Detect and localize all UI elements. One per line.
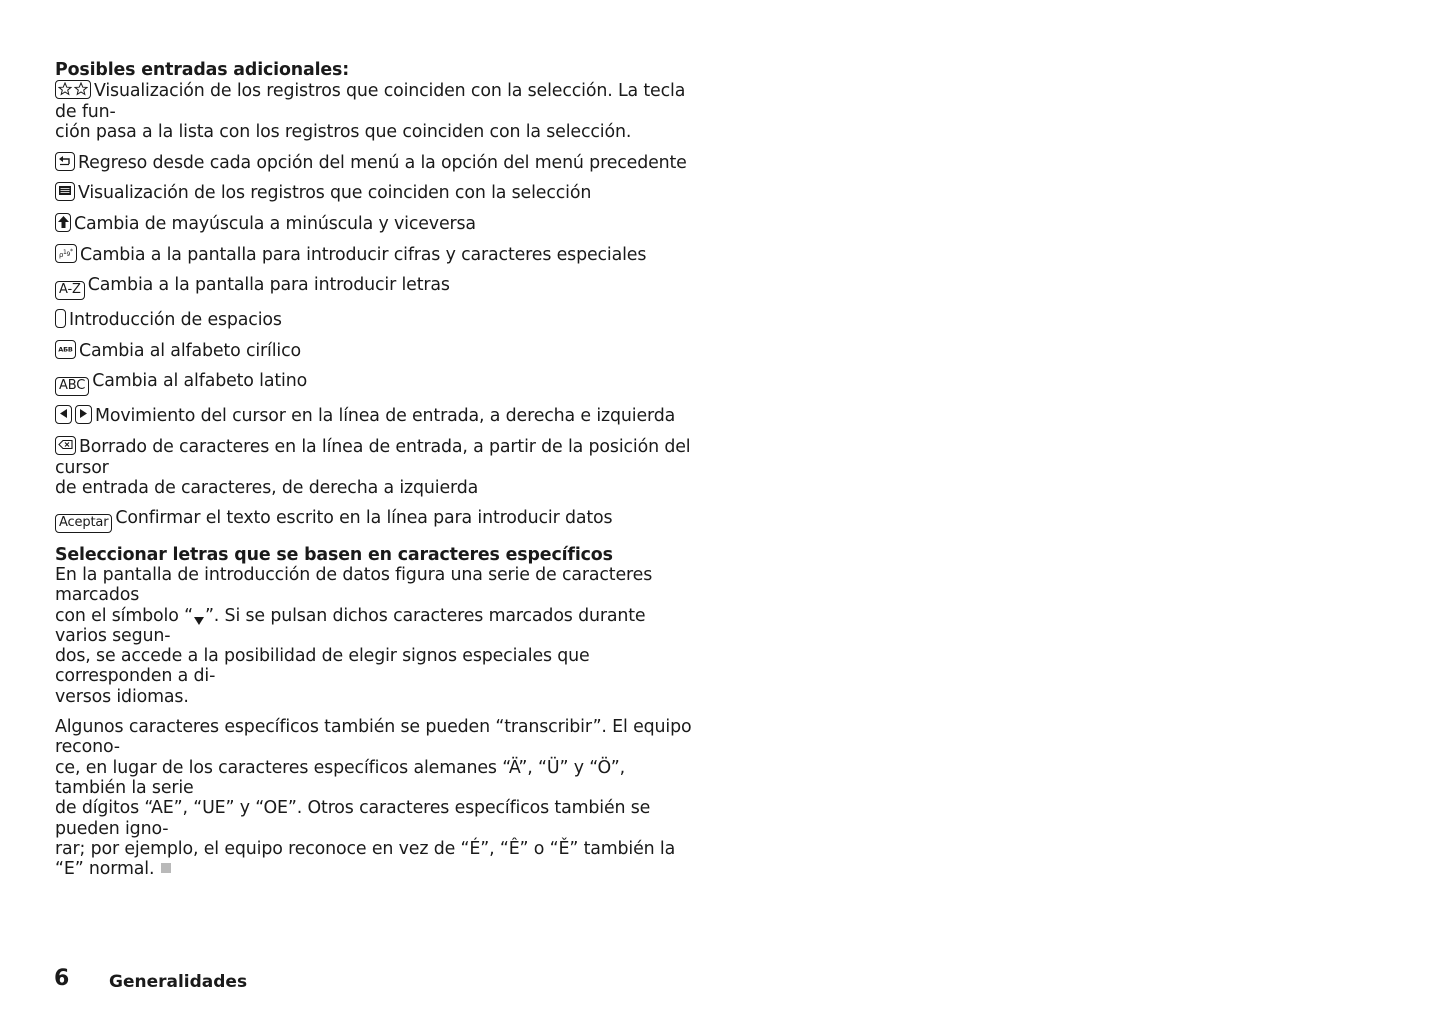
section-end-marker bbox=[161, 863, 171, 873]
triangle-marker-icon bbox=[194, 617, 204, 625]
entry-aceptar bbox=[55, 508, 695, 533]
footer-section-title: Generalidades bbox=[109, 972, 248, 992]
entry-cursor bbox=[55, 405, 695, 426]
paragraph-line: En la pantalla de introducción de datos figura una serie de caracteres marcados bbox=[55, 564, 653, 606]
svg-text:ρ: ρ bbox=[59, 251, 64, 260]
section-heading: Posibles entradas adicionales: bbox=[55, 60, 350, 80]
entry-text-continued: de entrada de caracteres, de derecha a izquierda bbox=[55, 477, 479, 498]
special-characters-heading: Seleccionar letras que se basen en caracteres específicos bbox=[55, 544, 613, 565]
entry-abc bbox=[55, 371, 695, 396]
entry-text: Cambia de mayúscula a minúscula y viceversa bbox=[74, 214, 476, 235]
shift-key-icon bbox=[55, 213, 71, 232]
entry-text: Cambia al alfabeto latino bbox=[92, 370, 308, 391]
page-content bbox=[55, 60, 695, 879]
entry-symbols bbox=[55, 244, 695, 265]
entry-text: Movimiento del cursor en la línea de entrada, a derecha e izquierda bbox=[95, 406, 676, 427]
entry-text: Regreso desde cada opción del menú a la opción del menú precedente bbox=[78, 152, 687, 173]
svg-text:*: * bbox=[70, 248, 73, 256]
entry-space bbox=[55, 309, 695, 330]
delete-key-icon bbox=[55, 436, 76, 455]
cursor-left-key-icon bbox=[55, 405, 72, 424]
entry-text: Cambia a la pantalla para introducir cifras y caracteres especiales bbox=[80, 245, 647, 266]
entry-list bbox=[55, 182, 695, 203]
entry-text: Cambia al alfabeto cirílico bbox=[79, 341, 301, 362]
svg-text:1: 1 bbox=[63, 249, 67, 257]
paragraph-line: dos, se accede a la posibilidad de elegir signos especiales que corresponden a di- bbox=[55, 646, 590, 687]
entry-cyrillic bbox=[55, 340, 695, 361]
a-z-key: A-Z bbox=[55, 281, 85, 300]
entry-a-z bbox=[55, 275, 695, 300]
paragraph-transcription bbox=[55, 717, 695, 879]
space-key-icon bbox=[55, 309, 66, 328]
back-key-icon bbox=[55, 152, 75, 171]
paragraph-line: ”. Si se pulsan dichos caracteres marcados durante varios segun- bbox=[55, 605, 646, 646]
entry-text: Cambia a la pantalla para introducir letras bbox=[87, 274, 450, 295]
cyrillic-key-icon bbox=[55, 340, 76, 359]
paragraph-line: Algunos caracteres específicos también se pueden “transcribir”. El equipo recono- bbox=[55, 717, 692, 758]
entry-text: Borrado de caracteres en la línea de entrada, a partir de la posición del cursor bbox=[55, 437, 691, 478]
paragraph-special-characters bbox=[55, 565, 695, 707]
paragraph-line: de dígitos “AE”, “UE” y “OE”. Otros caracteres específicos también se pueden igno- bbox=[55, 798, 651, 839]
entry-text: Visualización de los registros que coinciden con la selección. La tecla de fun- bbox=[55, 81, 686, 122]
list-key-icon bbox=[55, 182, 75, 201]
symbols-key-icon bbox=[55, 244, 77, 263]
stars-key-icon bbox=[55, 80, 91, 99]
entry-back bbox=[55, 152, 695, 173]
entry-delete bbox=[55, 436, 695, 498]
entry-text: Confirmar el texto escrito en la línea para introducir datos bbox=[115, 507, 613, 528]
entry-text: Introducción de espacios bbox=[69, 310, 282, 331]
entry-stars bbox=[55, 80, 695, 142]
paragraph-line: rar; por ejemplo, el equipo reconoce en vez de “É”, “Ê” o “Ě” también la “E” normal. bbox=[55, 838, 676, 880]
paragraph-line: con el símbolo “ bbox=[55, 605, 193, 626]
entry-text: Visualización de los registros que coinciden con la selección bbox=[78, 183, 592, 204]
abc-key: ABC bbox=[55, 377, 89, 396]
svg-text:АБВ: АБВ bbox=[58, 345, 73, 354]
entry-text-continued: ción pasa a la lista con los registros que coinciden con la selección. bbox=[55, 121, 632, 142]
cursor-right-key-icon bbox=[75, 405, 92, 424]
svg-text:9: 9 bbox=[66, 251, 71, 259]
aceptar-key: Aceptar bbox=[55, 514, 112, 533]
page-number: 6 bbox=[54, 966, 70, 991]
entry-shift bbox=[55, 213, 695, 234]
paragraph-line: ce, en lugar de los caracteres específicos alemanes “Ä”, “Ü” y “Ö”, también la serie bbox=[55, 757, 625, 798]
paragraph-line: versos idiomas. bbox=[55, 686, 189, 707]
